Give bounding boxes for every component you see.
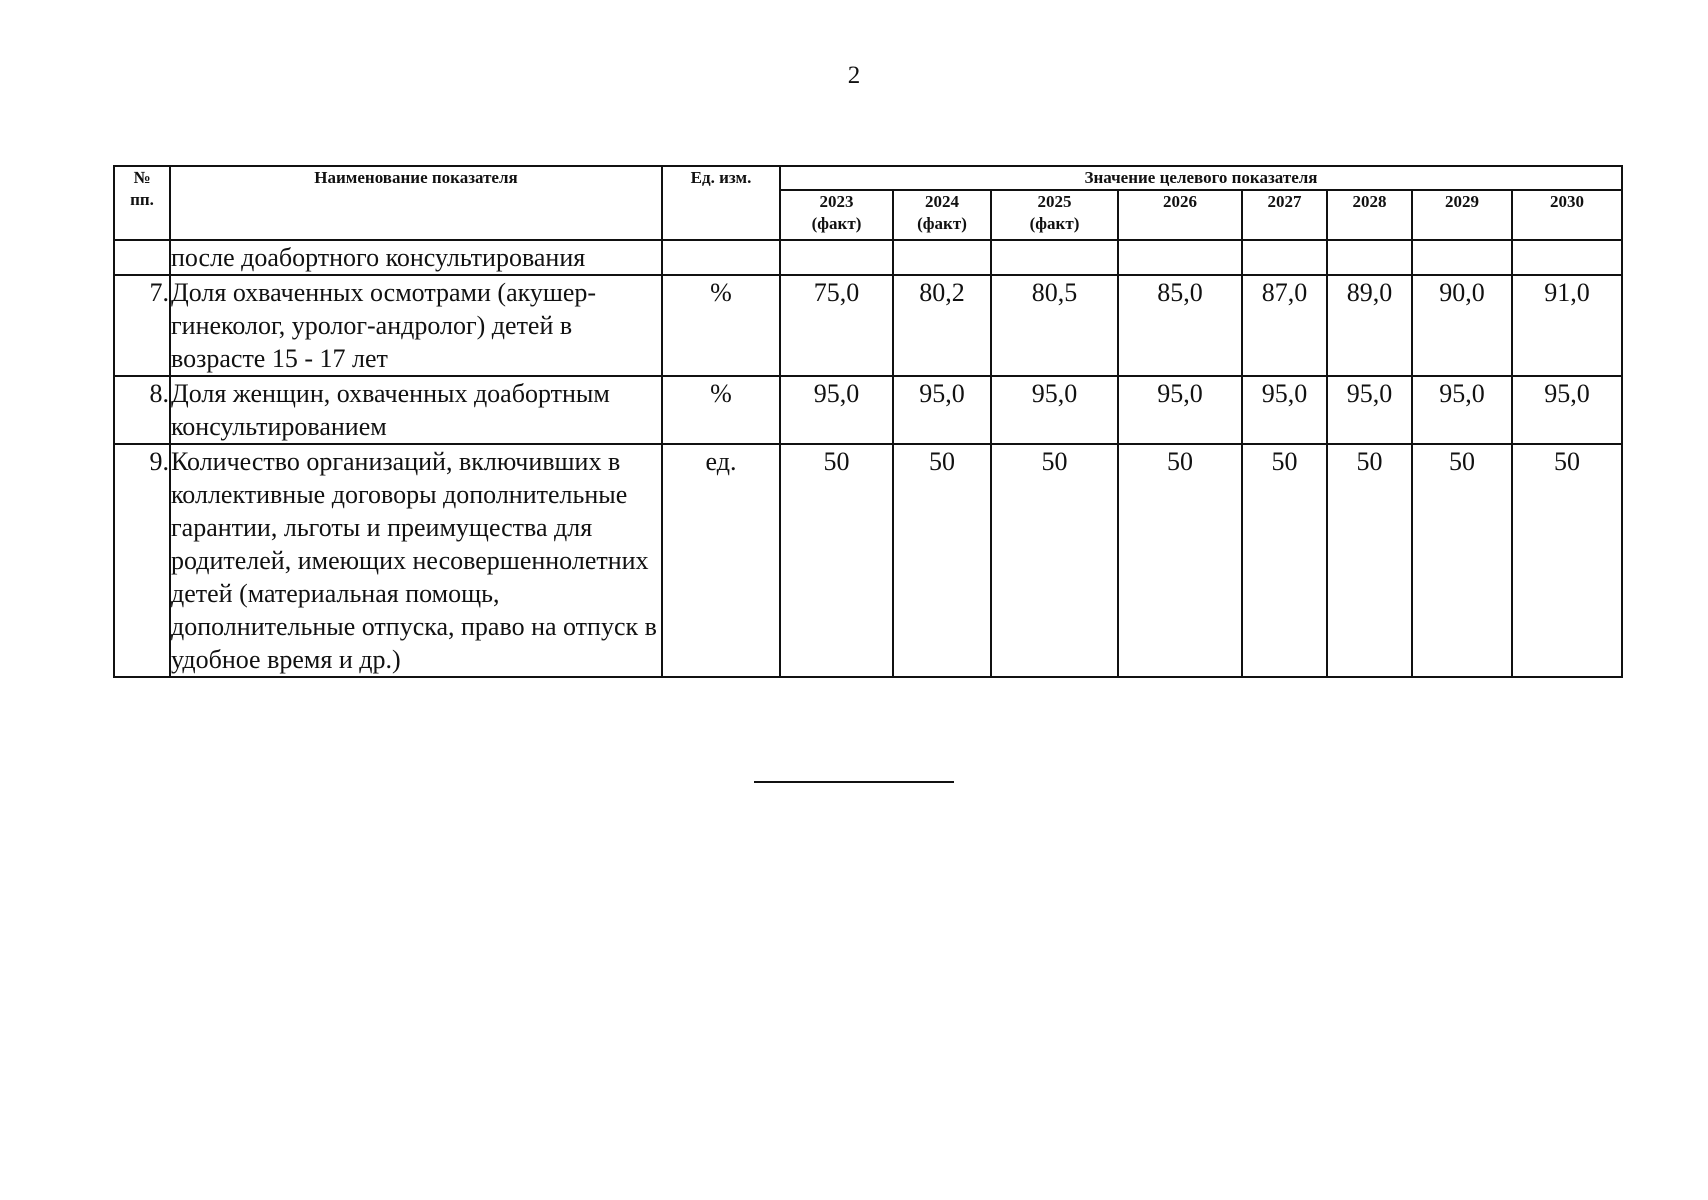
row-num bbox=[114, 240, 170, 275]
row-value-2026: 85,0 bbox=[1118, 275, 1242, 376]
row-indicator-name: после доабортного консультирования bbox=[170, 240, 662, 275]
row-value-2025: 95,0 bbox=[991, 376, 1118, 444]
header-target-values bbox=[780, 166, 1622, 190]
row-value-2023: 75,0 bbox=[780, 275, 893, 376]
header-num-label: № пп. bbox=[130, 168, 154, 209]
row-num: 8. bbox=[114, 376, 170, 444]
row-value-2023: 50 bbox=[780, 444, 893, 677]
row-value-2030: 95,0 bbox=[1512, 376, 1622, 444]
row-value-2029: 90,0 bbox=[1412, 275, 1512, 376]
header-year-2030 bbox=[1512, 190, 1622, 240]
row-indicator-name: Количество организаций, включивших в коллективные договоры дополнительные гарантии, льготы и преимущества для родителей, имеющих несовершеннолетних детей (материальная помощь, дополнительные отпуска, право на отпуск в удобное время и др.) bbox=[170, 444, 662, 677]
table-row-9 bbox=[114, 444, 1622, 677]
row-value-2026 bbox=[1118, 240, 1242, 275]
header-year-label: 2026 bbox=[1163, 192, 1197, 211]
header-year-2029 bbox=[1412, 190, 1512, 240]
header-year-2024 bbox=[893, 190, 991, 240]
row-num: 7. bbox=[114, 275, 170, 376]
row-indicator-name: Доля охваченных осмотрами (акушер-гинеколог, уролог-андролог) детей в возрасте 15 - 17 лет bbox=[170, 275, 662, 376]
header-year-label: 2025 (факт) bbox=[1029, 192, 1080, 233]
row-value-2030: 50 bbox=[1512, 444, 1622, 677]
row-value-2029 bbox=[1412, 240, 1512, 275]
header-target-values-label: Значение целевого показателя bbox=[1084, 168, 1318, 187]
row-value-2027: 87,0 bbox=[1242, 275, 1327, 376]
header-year-label: 2029 bbox=[1445, 192, 1479, 211]
row-unit bbox=[662, 240, 780, 275]
page-number: 2 bbox=[847, 62, 861, 89]
row-unit: ед. bbox=[662, 444, 780, 677]
row-value-2024: 80,2 bbox=[893, 275, 991, 376]
row-value-2024 bbox=[893, 240, 991, 275]
header-year-2028 bbox=[1327, 190, 1412, 240]
header-unit-label: Ед. изм. bbox=[690, 168, 752, 187]
row-unit: % bbox=[662, 376, 780, 444]
header-name bbox=[170, 166, 662, 240]
row-value-2026: 95,0 bbox=[1118, 376, 1242, 444]
row-indicator-name: Доля женщин, охваченных доабортным консультированием bbox=[170, 376, 662, 444]
header-year-2026 bbox=[1118, 190, 1242, 240]
row-num: 9. bbox=[114, 444, 170, 677]
row-value-2024: 50 bbox=[893, 444, 991, 677]
row-value-2030: 91,0 bbox=[1512, 275, 1622, 376]
table-row-7 bbox=[114, 275, 1622, 376]
row-value-2026: 50 bbox=[1118, 444, 1242, 677]
row-value-2025: 80,5 bbox=[991, 275, 1118, 376]
row-value-2023: 95,0 bbox=[780, 376, 893, 444]
row-value-2030 bbox=[1512, 240, 1622, 275]
row-value-2024: 95,0 bbox=[893, 376, 991, 444]
row-value-2027: 95,0 bbox=[1242, 376, 1327, 444]
end-of-document-rule bbox=[754, 781, 954, 783]
row-value-2028: 89,0 bbox=[1327, 275, 1412, 376]
row-value-2027: 50 bbox=[1242, 444, 1327, 677]
table-body bbox=[114, 240, 1622, 677]
row-value-2025: 50 bbox=[991, 444, 1118, 677]
header-year-label: 2027 bbox=[1267, 192, 1302, 211]
indicators-table bbox=[113, 165, 1623, 678]
header-name-label: Наименование показателя bbox=[314, 168, 518, 187]
row-value-2028: 95,0 bbox=[1327, 376, 1412, 444]
header-year-2023 bbox=[780, 190, 893, 240]
header-unit bbox=[662, 166, 780, 240]
table-row-continuation bbox=[114, 240, 1622, 275]
header-year-label: 2028 bbox=[1352, 192, 1387, 211]
header-num bbox=[114, 166, 170, 240]
row-value-2029: 50 bbox=[1412, 444, 1512, 677]
row-unit: % bbox=[662, 275, 780, 376]
row-value-2028 bbox=[1327, 240, 1412, 275]
header-year-label: 2024 (факт) bbox=[917, 192, 967, 233]
header-year-label: 2023 (факт) bbox=[811, 192, 862, 233]
row-value-2029: 95,0 bbox=[1412, 376, 1512, 444]
header-year-label: 2030 bbox=[1550, 192, 1584, 211]
row-value-2025 bbox=[991, 240, 1118, 275]
table-row-8 bbox=[114, 376, 1622, 444]
header-year-2025 bbox=[991, 190, 1118, 240]
row-value-2023 bbox=[780, 240, 893, 275]
table-header bbox=[114, 166, 1622, 240]
header-year-2027 bbox=[1242, 190, 1327, 240]
row-value-2028: 50 bbox=[1327, 444, 1412, 677]
row-value-2027 bbox=[1242, 240, 1327, 275]
